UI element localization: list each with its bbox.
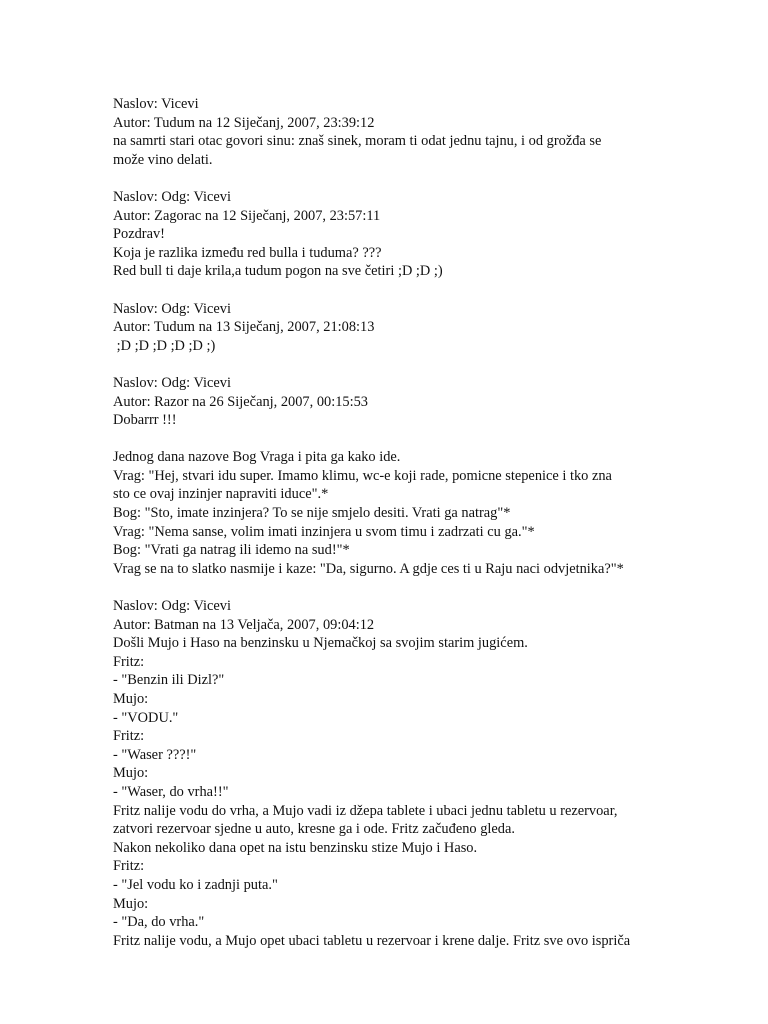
post-text: Nakon nekoliko dana opet na istu benzinsku stize Mujo i Haso. (113, 839, 478, 856)
post-title: Naslov: Odg: Vicevi (113, 374, 231, 391)
post-text: na samrti stari otac govori sinu: znaš sinek, moram ti odat jednu tajnu, i od grožđa se (113, 133, 602, 150)
post-text: Fritz: (113, 728, 145, 745)
post-text: sto ce ovaj inzinjer napraviti iduce".* (113, 486, 329, 503)
post-2 (113, 188, 673, 281)
post-text: Mujo: (113, 765, 149, 782)
post-author: Autor: Razor na 26 Siječanj, 2007, 00:15:53 (113, 393, 368, 410)
post-author: Autor: Tudum na 13 Siječanj, 2007, 21:08:13 (113, 319, 375, 336)
post-text: Fritz: (113, 653, 145, 670)
post-author: Autor: Zagorac na 12 Siječanj, 2007, 23:57:11 (113, 207, 381, 224)
post-text: Koja je razlika između red bulla i tuduma? ??? (113, 244, 382, 261)
post-5 (113, 597, 673, 950)
post-title: Naslov: Odg: Vicevi (113, 598, 231, 615)
post-text: - "Da, do vrha." (113, 914, 205, 931)
post-text: Fritz nalije vodu do vrha, a Mujo vadi iz džepa tablete i ubaci jednu tabletu u rezervoar, (113, 802, 618, 819)
post-text: Vrag se na to slatko nasmije i kaze: "Da, sigurno. A gdje ces ti u Raju naci odvjetnika?"* (113, 560, 624, 577)
post-text: Bog: "Vrati ga natrag ili idemo na sud!"* (113, 542, 350, 559)
post-text: ;D ;D ;D ;D ;D ;) (113, 337, 216, 354)
post-text: može vino delati. (113, 151, 213, 168)
post-text: - "Waser ???!" (113, 746, 197, 763)
post-text: Red bull ti daje krila,a tudum pogon na sve četiri ;D ;D ;) (113, 263, 443, 280)
post-title: Naslov: Vicevi (113, 96, 199, 112)
post-text: Došli Mujo i Haso na benzinsku u Njemačkoj sa svojim starim jugićem. (113, 635, 528, 652)
post-text: Vrag: "Nema sanse, volim imati inzinjera u svom timu i zadrzati cu ga."* (113, 523, 535, 540)
post-text: Pozdrav! (113, 226, 165, 243)
post-4 (113, 374, 673, 430)
post-4-joke (113, 448, 673, 578)
post-text: Dobarrr !!! (113, 412, 177, 429)
post-text: Fritz: (113, 858, 145, 875)
post-title: Naslov: Odg: Vicevi (113, 300, 231, 317)
post-1 (113, 95, 673, 169)
post-3 (113, 300, 673, 356)
post-text: Mujo: (113, 895, 149, 912)
post-text: zatvori rezervoar sjedne u auto, kresne ga i ode. Fritz začuđeno gleda. (113, 821, 515, 838)
post-author: Autor: Batman na 13 Veljača, 2007, 09:04:12 (113, 616, 375, 633)
post-text: Vrag: "Hej, stvari idu super. Imamo klimu, wc-e koji rade, pomicne stepenice i tko zna (113, 467, 612, 484)
post-text: Fritz nalije vodu, a Mujo opet ubaci tabletu u rezervoar i krene dalje. Fritz sve ovo ispriča (113, 932, 631, 949)
post-text: Jednog dana nazove Bog Vraga i pita ga kako ide. (113, 449, 401, 466)
post-text: Bog: "Sto, imate inzinjera? To se nije smjelo desiti. Vrati ga natrag"* (113, 505, 511, 522)
post-text: - "VODU." (113, 709, 179, 726)
post-title: Naslov: Odg: Vicevi (113, 188, 231, 205)
post-text: - "Waser, do vrha!!" (113, 783, 229, 800)
post-text: - "Benzin ili Dizl?" (113, 672, 225, 689)
post-author: Autor: Tudum na 12 Siječanj, 2007, 23:39:12 (113, 114, 375, 131)
post-text: Mujo: (113, 691, 149, 707)
post-text: - "Jel vodu ko i zadnji puta." (113, 876, 278, 893)
document-page (113, 95, 673, 969)
